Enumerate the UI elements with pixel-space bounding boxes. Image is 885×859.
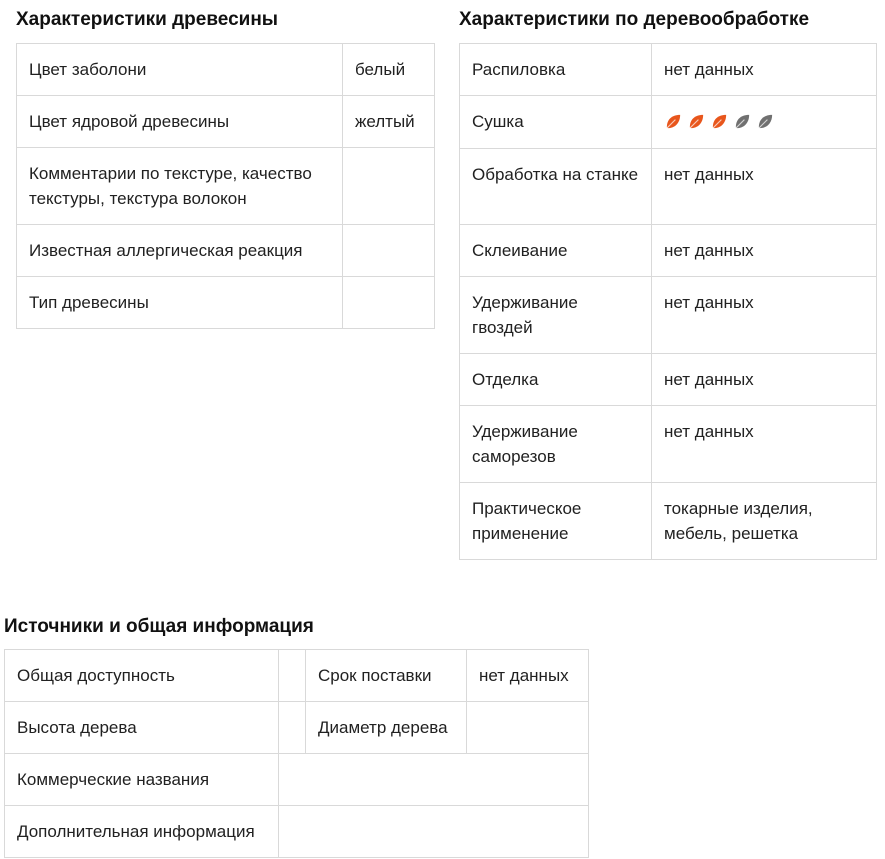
delivery-label: Срок поставки [306,650,467,702]
drying-rating [652,96,877,149]
table-row [460,483,877,560]
woodworking-characteristics-table [459,43,877,560]
leaf-icon [664,112,683,131]
table-row [17,225,435,277]
commercial-names-label: Коммерческие названия [5,754,279,806]
practical-use-value: токарные изделия, мебель, решетка [652,483,877,560]
finishing-value: нет данных [652,354,877,406]
tree-height-label: Высота дерева [5,702,279,754]
sources-title: Источники и общая информация [4,616,314,637]
screw-holding-value: нет данных [652,406,877,483]
leaf-icon [756,112,775,131]
tree-diameter-value [467,702,589,754]
availability-label: Общая доступность [5,650,279,702]
gluing-value: нет данных [652,225,877,277]
table-row [5,754,589,806]
practical-use-label: Практическое применение [460,483,652,560]
gluing-label: Склеивание [460,225,652,277]
machining-value: нет данных [652,149,877,225]
heartwood-color-value: желтый [343,96,435,148]
delivery-value: нет данных [467,650,589,702]
table-row [17,96,435,148]
wood-characteristics-table [16,43,435,329]
screw-holding-label: Удерживание саморезов [460,406,652,483]
additional-info-label: Дополнительная информация [5,806,279,858]
texture-comments-value [343,148,435,225]
availability-value [279,650,306,702]
sapwood-color-value: белый [343,44,435,96]
leaf-icon [687,112,706,131]
table-row [5,702,589,754]
table-row [460,406,877,483]
tree-diameter-label: Диаметр дерева [306,702,467,754]
nail-holding-label: Удерживание гвоздей [460,277,652,354]
table-row [17,148,435,225]
additional-info-value [279,806,589,858]
table-row [5,650,589,702]
table-row [460,96,877,149]
table-row [460,277,877,354]
table-row [460,225,877,277]
leaf-icon [710,112,729,131]
table-row [460,44,877,96]
texture-comments-label: Комментарии по текстуре, качество текстуры, текстура волокон [17,148,343,225]
table-row [460,149,877,225]
table-row [17,44,435,96]
leaf-icon [733,112,752,131]
wood-type-value [343,277,435,329]
wood-type-label: Тип древесины [17,277,343,329]
table-row [5,806,589,858]
finishing-label: Отделка [460,354,652,406]
table-row [460,354,877,406]
heartwood-color-label: Цвет ядровой древесины [17,96,343,148]
allergy-label: Известная аллергическая реакция [17,225,343,277]
drying-rating-leaves [664,113,779,132]
sawing-label: Распиловка [460,44,652,96]
tree-height-value [279,702,306,754]
sources-table [4,649,589,858]
allergy-value [343,225,435,277]
woodworking-characteristics-title: Характеристики по деревообработке [459,9,810,30]
wood-characteristics-title: Характеристики древесины [16,9,279,30]
machining-label: Обработка на станке [460,149,652,225]
commercial-names-value [279,754,589,806]
sapwood-color-label: Цвет заболони [17,44,343,96]
table-row [17,277,435,329]
nail-holding-value: нет данных [652,277,877,354]
sawing-value: нет данных [652,44,877,96]
drying-label: Сушка [460,96,652,149]
